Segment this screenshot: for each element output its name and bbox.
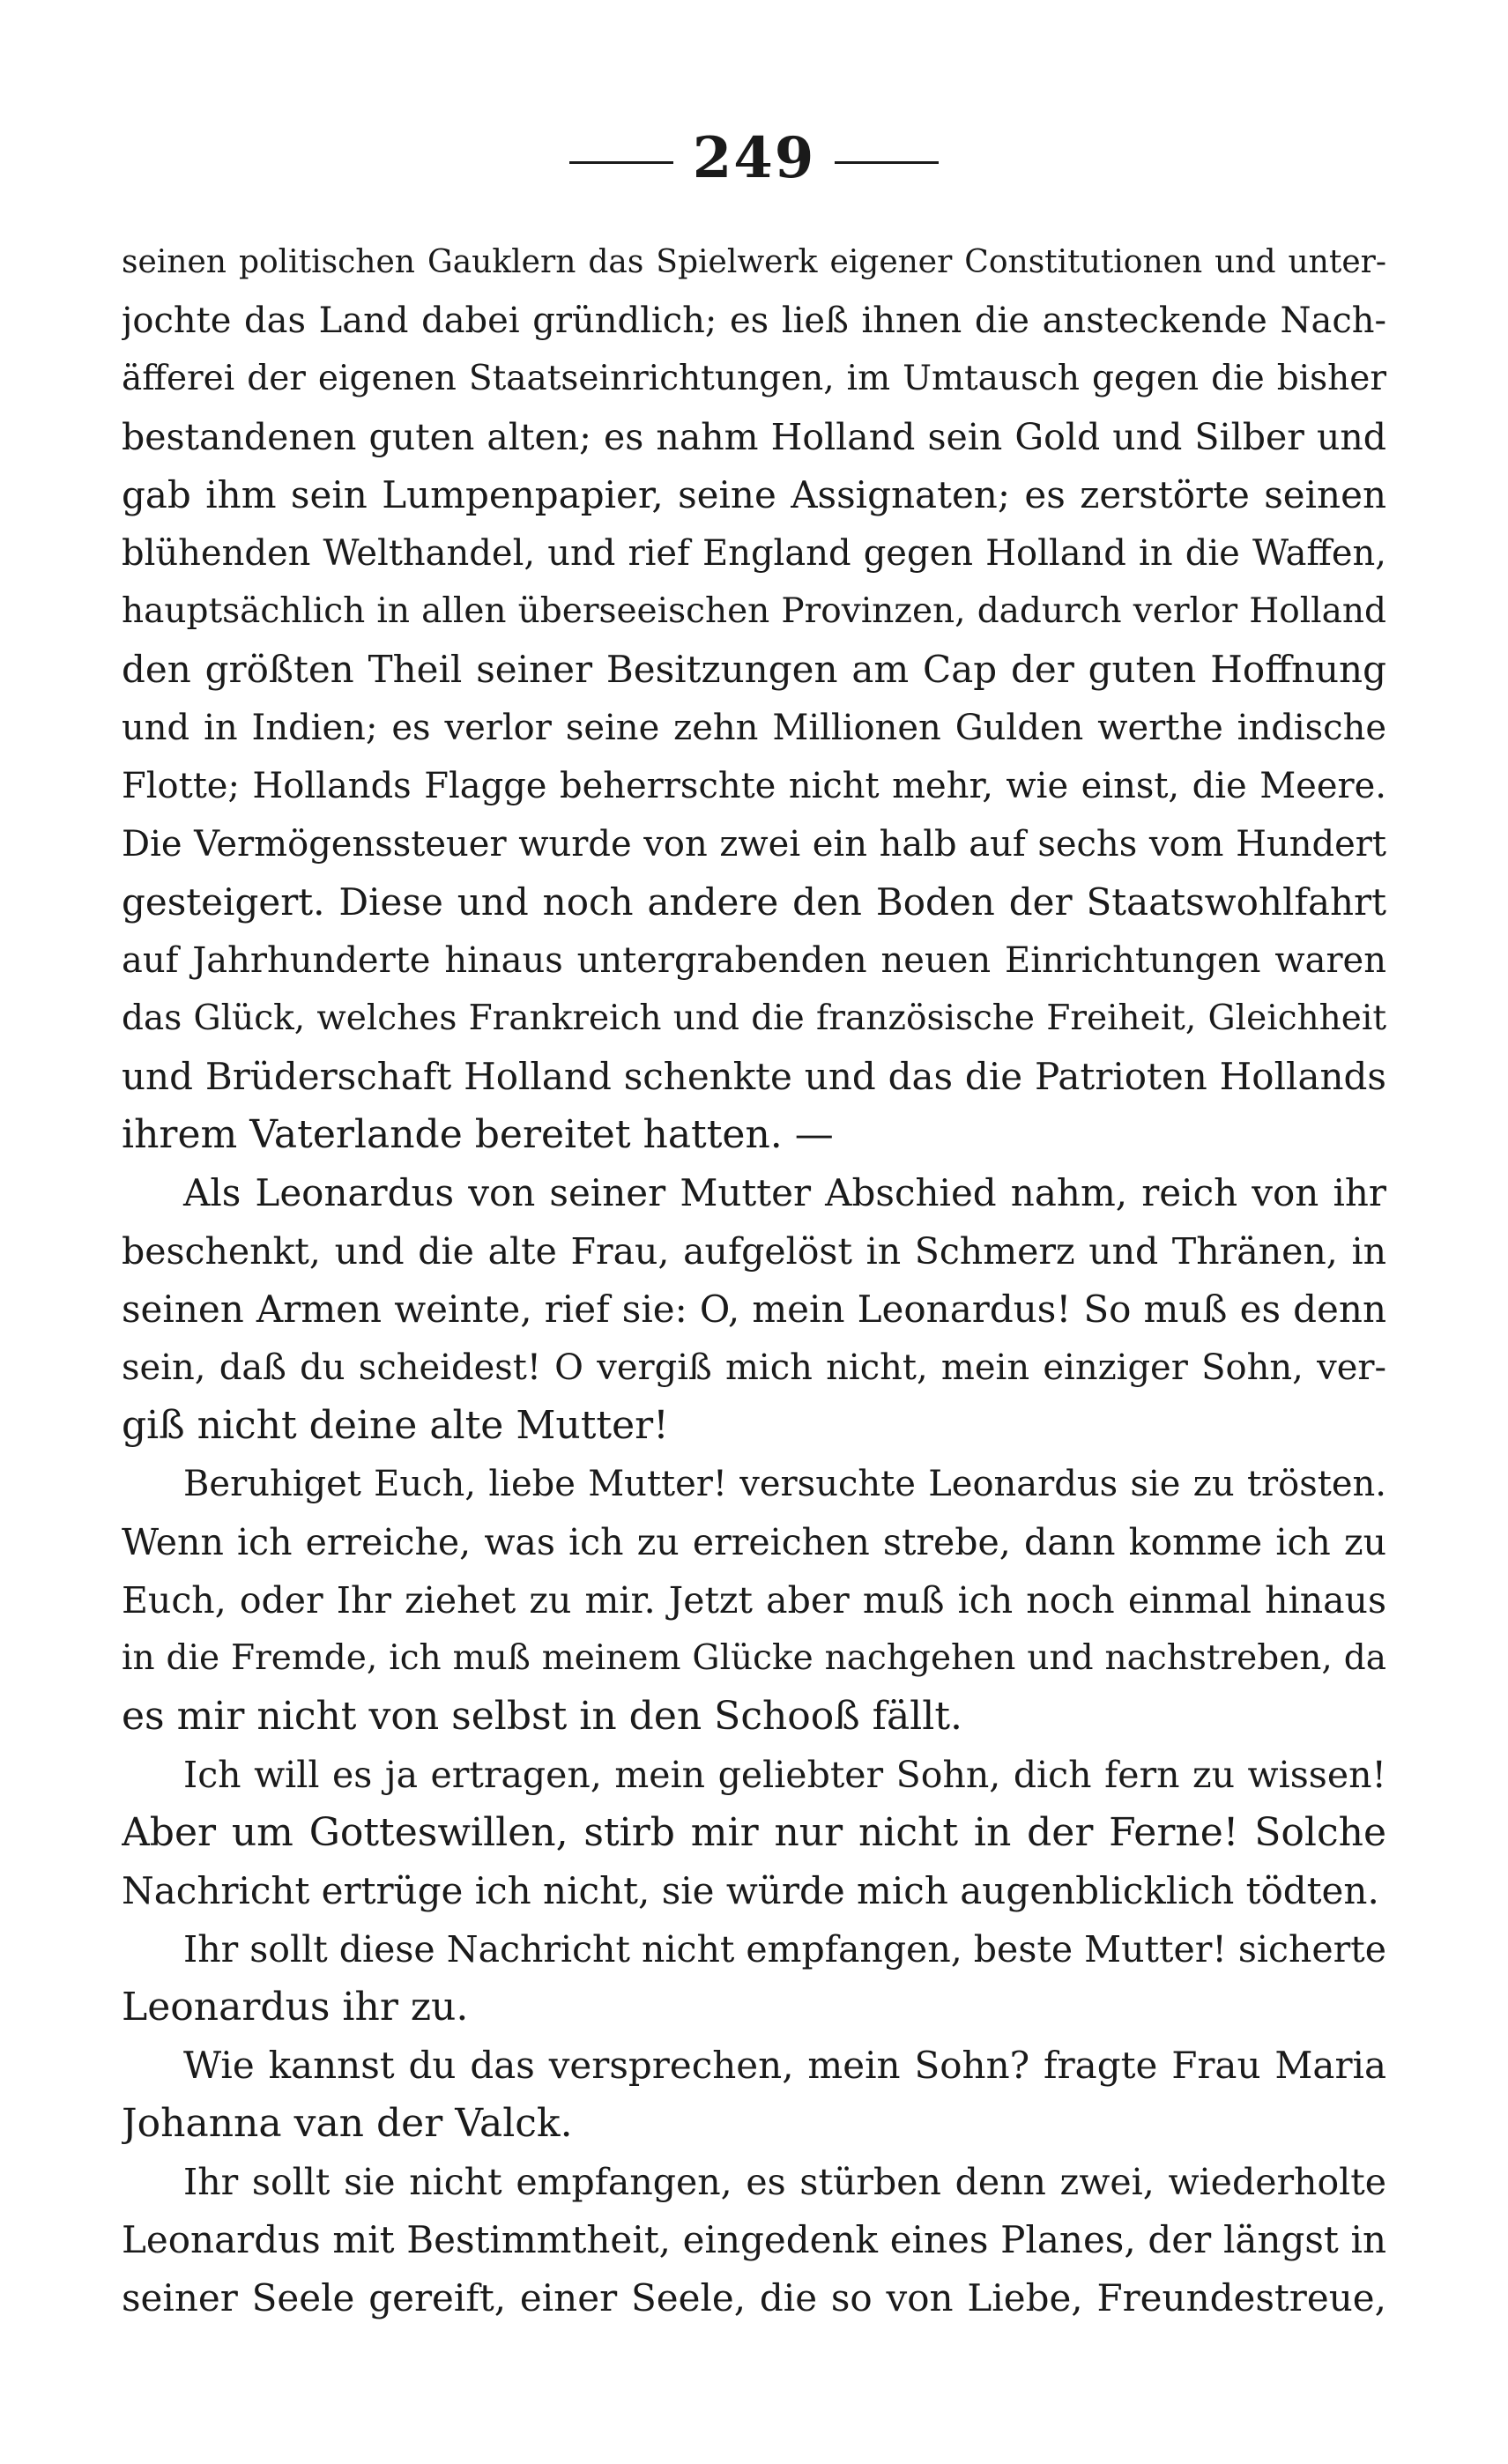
text-line: Aber um Gotteswillen, stirb mir nur nicht in der Ferne! Solche (122, 1810, 1386, 1855)
text-line: Ihr sollt diese Nachricht nicht empfangen, beste Mutter! sicherte (183, 1928, 1386, 1970)
text-line: Euch, oder Ihr ziehet zu mir. Jetzt aber muß ich noch einmal hinaus (122, 1579, 1386, 1622)
text-line: Die Vermögenssteuer wurde von zwei ein halb auf sechs vom Hundert (122, 824, 1386, 865)
text-line: Wenn ich erreiche, was ich zu erreichen strebe, dann komme ich zu (122, 1521, 1386, 1563)
text-line: blühenden Welthandel, und rief England gegen Holland in die Waffen, (122, 533, 1386, 574)
text-line: seinen Armen weinte, rief sie: O, mein Leonardus! So muß es denn (122, 1288, 1386, 1331)
text-line: auf Jahrhunderte hinaus untergrabenden neuen Einrichtungen waren (122, 940, 1386, 981)
text-line: hauptsächlich in allen überseeischen Provinzen, dadurch verlor Holland (122, 591, 1386, 631)
text-line: äfferei der eigenen Staatseinrichtungen, im Umtausch gegen die bisher (122, 359, 1386, 398)
text-line: seiner Seele gereift, einer Seele, die so von Liebe, Freundestreue, (122, 2276, 1386, 2319)
header-rule-right (835, 161, 939, 164)
page-body-text (122, 234, 1386, 2327)
text-line: es mir nicht von selbst in den Schooß fällt. (122, 1694, 962, 1739)
page-number: 249 (692, 125, 816, 191)
text-line: Leonardus mit Bestimmtheit, eingedenk eines Planes, der längst in (122, 2218, 1386, 2261)
text-line: Flotte; Hollands Flagge beherrschte nicht mehr, wie einst, die Meere. (122, 766, 1386, 806)
text-line: gesteigert. Diese und noch andere den Boden der Staatswohlfahrt (122, 880, 1386, 924)
text-line: in die Fremde, ich muß meinem Glücke nachgehen und nachstreben, da (122, 1638, 1386, 1678)
header-rule-left (569, 161, 673, 164)
text-line: und in Indien; es verlor seine zehn Millionen Gulden werthe indische (122, 708, 1386, 748)
text-line: ihrem Vaterlande bereitet hatten. — (122, 1112, 834, 1157)
text-line: Nachricht ertrüge ich nicht, sie würde mich augenblicklich tödten. (122, 1869, 1379, 1912)
text-line: und Brüderschaft Holland schenkte und das die Patrioten Hollands (122, 1055, 1386, 1098)
text-line: beschenkt, und die alte Frau, aufgelöst in Schmerz und Thränen, in (122, 1230, 1386, 1273)
text-line: sein, daß du scheidest! O vergiß mich nicht, mein einziger Sohn, ver- (122, 1347, 1386, 1388)
text-line: Ich will es ja ertragen, mein geliebter Sohn, dich fern zu wissen! (183, 1754, 1386, 1796)
text-line: das Glück, welches Frankreich und die französische Freiheit, Gleichheit (122, 998, 1386, 1038)
text-line: Wie kannst du das versprechen, mein Sohn? fragte Frau Maria (183, 2044, 1386, 2087)
text-line: jochte das Land dabei gründlich; es ließ ihnen die ansteckende Nach- (122, 301, 1386, 341)
text-line: Ihr sollt sie nicht empfangen, es stürben denn zwei, wiederholte (183, 2161, 1386, 2203)
text-line: bestandenen guten alten; es nahm Holland sein Gold und Silber und (122, 416, 1386, 458)
text-line: den größten Theil seiner Besitzungen am Cap der guten Hoffnung (122, 648, 1386, 691)
text-line: Als Leonardus von seiner Mutter Abschied nahm, reich von ihr (183, 1171, 1386, 1214)
text-line: giß nicht deine alte Mutter! (122, 1403, 669, 1448)
page-header (0, 123, 1508, 194)
text-line: gab ihm sein Lumpenpapier, seine Assignaten; es zerstörte seinen (122, 473, 1386, 516)
text-line: Beruhiget Euch, liebe Mutter! versuchte Leonardus sie zu trösten. (183, 1464, 1386, 1504)
text-line: Johanna van der Valck. (122, 2101, 573, 2146)
text-line: seinen politischen Gauklern das Spielwerk eigener Constitutionen und unter- (122, 244, 1386, 280)
text-line: Leonardus ihr zu. (122, 1985, 469, 2030)
